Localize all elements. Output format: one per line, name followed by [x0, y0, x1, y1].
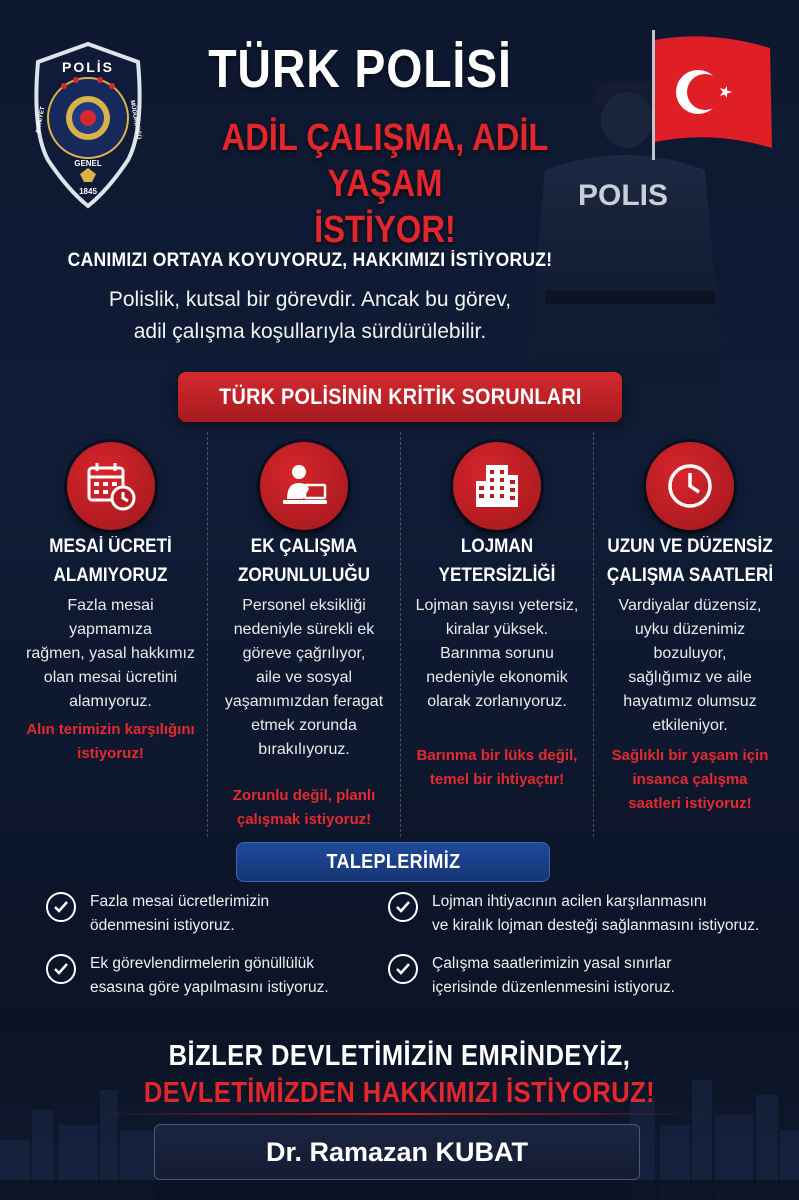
issue-heading: [24, 532, 198, 590]
issue-description: [411, 594, 583, 714]
logo-year: 1845: [79, 187, 97, 196]
logo-right-text: MÜDÜRLÜĞÜ: [128, 99, 142, 140]
issue-call-to-action: [214, 784, 394, 832]
footer-divider: [95, 1113, 705, 1115]
demand-text-line: ve kiralık lojman desteği sağlanmasını istiyoruz.: [432, 917, 760, 934]
intro-text: [40, 284, 580, 348]
issue-call-to-action: [600, 744, 780, 816]
issue-cta-line: insanca çalışma: [632, 771, 748, 788]
issue-heading-line: ÇALIŞMA SAATLERİ: [606, 565, 774, 586]
issue-description: [218, 594, 390, 762]
issue-description-line: olan mesai ücretini: [43, 669, 178, 686]
demand-item: [46, 890, 269, 938]
police-emblem-logo: [28, 40, 148, 210]
demand-text: [432, 952, 675, 1000]
issue-heading-line: EK ÇALIŞMA: [250, 536, 358, 557]
demand-text-line: Ek görevlendirmelerin gönüllülük: [90, 955, 315, 972]
issue-description: [604, 594, 776, 738]
issue-description-line: sağlığımız ve aile: [628, 669, 752, 686]
issue-cta-line: Zorunlu değil, planlı: [232, 787, 376, 804]
issue-description-line: alamıyoruz.: [69, 693, 152, 710]
issue-cta-line: çalışmak istiyoruz!: [236, 811, 372, 828]
demand-text: [90, 952, 329, 1000]
check-circle-icon: [46, 954, 76, 984]
subtitle-line-1: ADİL ÇALIŞMA, ADİL YAŞAM: [221, 117, 549, 205]
issue-description-line: bırakılıyoruz.: [258, 741, 350, 758]
issue-heading: [218, 532, 391, 590]
issue-description-line: olarak zorlanıyoruz.: [427, 693, 567, 710]
issue-description-line: Vardiyalar düzensiz,: [618, 597, 762, 614]
issue-heading-line: MESAİ ÜCRETİ: [49, 536, 172, 557]
issue-description: [24, 594, 197, 714]
issue-description-line: yaşamımızdan feragat: [224, 693, 384, 710]
issue-cta-line: Alın terimizin karşılığını: [26, 721, 195, 738]
issue-description-line: Lojman sayısı yetersiz,: [415, 597, 579, 614]
issue-column-extra-work: [207, 432, 400, 837]
signature-name: Dr. Ramazan KUBAT: [265, 1136, 529, 1167]
demand-text: [90, 890, 269, 938]
issue-description-line: Fazla mesai yapmamıza: [67, 597, 154, 638]
demand-text-line: Çalışma saatlerimizin yasal sınırlar: [432, 955, 672, 972]
issue-description-line: etkileniyor.: [652, 717, 728, 734]
page-title: TÜRK POLİSİ: [208, 39, 512, 99]
issue-heading: [411, 532, 584, 590]
demand-text-line: Lojman ihtiyacının acilen karşılanmasını: [432, 893, 707, 910]
person-laptop-icon: [260, 442, 348, 530]
issue-cta-line: temel bir ihtiyaçtır!: [429, 771, 565, 788]
issue-description-line: kiralar yüksek.: [445, 621, 549, 638]
issue-column-overtime: [14, 432, 207, 837]
check-circle-icon: [388, 954, 418, 984]
demand-text-line: esasına göre yapılmasını istiyoruz.: [90, 979, 329, 996]
turkish-flag: [650, 30, 775, 160]
issue-cta-line: Sağlıklı bir yaşam için: [611, 747, 769, 764]
signature-box: [154, 1124, 640, 1180]
demands-section-banner: [236, 842, 550, 882]
issue-description-line: rağmen, yasal hakkımız: [26, 645, 195, 662]
issue-call-to-action: [20, 718, 201, 766]
demand-text-line: içerisinde düzenlenmesini istiyoruz.: [432, 979, 675, 996]
police-back-text: POLIS: [577, 179, 669, 212]
issue-description-line: hayatımız olumsuz: [623, 693, 757, 710]
logo-top-text: POLİS: [61, 59, 115, 75]
demand-item: [388, 890, 759, 938]
issue-description-line: aile ve sosyal: [255, 669, 353, 686]
check-circle-icon: [388, 892, 418, 922]
issue-description-line: nedeniyle sürekli ek: [233, 621, 375, 638]
issue-description-line: nedeniyle ekonomik: [426, 669, 568, 686]
demands-banner-label: TALEPLERİMİZ: [326, 850, 460, 873]
page-subtitle: [166, 115, 605, 253]
issue-column-housing: [400, 432, 593, 837]
issue-cta-line: saatleri istiyoruz!: [628, 795, 752, 812]
issues-section-banner: [178, 372, 622, 422]
check-circle-icon: [46, 892, 76, 922]
issue-description-line: Personel eksikliği: [242, 597, 366, 614]
subtitle-line-2: İSTİYOR!: [314, 209, 456, 251]
issue-description-line: Barınma sorunu: [440, 645, 554, 662]
building-icon: [453, 442, 541, 530]
issue-cta-line: istiyoruz!: [77, 745, 144, 762]
issue-description-line: uyku düzenimiz bozuluyor,: [634, 621, 746, 662]
slogan: CANIMIZI ORTAYA KOYUYORUZ, HAKKIMIZI İSTİYORUZ!: [67, 250, 553, 271]
issue-description-line: göreve çağrılıyor,: [242, 645, 366, 662]
intro-line-2: adil çalışma koşullarıyla sürdürülebilir.: [133, 320, 487, 343]
issue-column-working-hours: [593, 432, 786, 837]
demand-text-line: Fazla mesai ücretlerimizin: [90, 893, 270, 910]
issue-heading-line: ALAMIYORUZ: [53, 565, 168, 586]
issue-heading-line: YETERSİZLİĞİ: [438, 565, 556, 586]
footer-statement-line-1: BİZLER DEVLETİMİZİN EMRİNDEYİZ,: [168, 1040, 631, 1072]
intro-line-1: Polislik, kutsal bir görevdir. Ancak bu görev,: [108, 288, 512, 311]
issue-heading-line: LOJMAN: [460, 536, 534, 557]
demand-item: [388, 952, 675, 1000]
demand-item: [46, 952, 329, 1000]
issue-heading-line: ZORUNLULUĞU: [237, 565, 371, 586]
issue-heading-line: UZUN VE DÜZENSİZ: [607, 536, 773, 557]
issue-cta-line: Barınma bir lüks değil,: [416, 747, 578, 764]
clock-icon: [646, 442, 734, 530]
calendar-clock-icon: [67, 442, 155, 530]
issue-description-line: etmek zorunda: [251, 717, 357, 734]
footer-statement-line-2: DEVLETİMİZDEN HAKKIMIZI İSTİYORUZ!: [143, 1077, 656, 1109]
issue-heading: [604, 532, 777, 590]
logo-bottom-text: GENEL: [74, 159, 102, 168]
logo-left-text: EMNİYET: [35, 106, 47, 134]
issue-call-to-action: [407, 744, 587, 792]
issues-banner-label: TÜRK POLİSİNİN KRİTİK SORUNLARI: [218, 384, 582, 409]
demand-text-line: ödenmesini istiyoruz.: [90, 917, 235, 934]
demand-text: [432, 890, 759, 938]
